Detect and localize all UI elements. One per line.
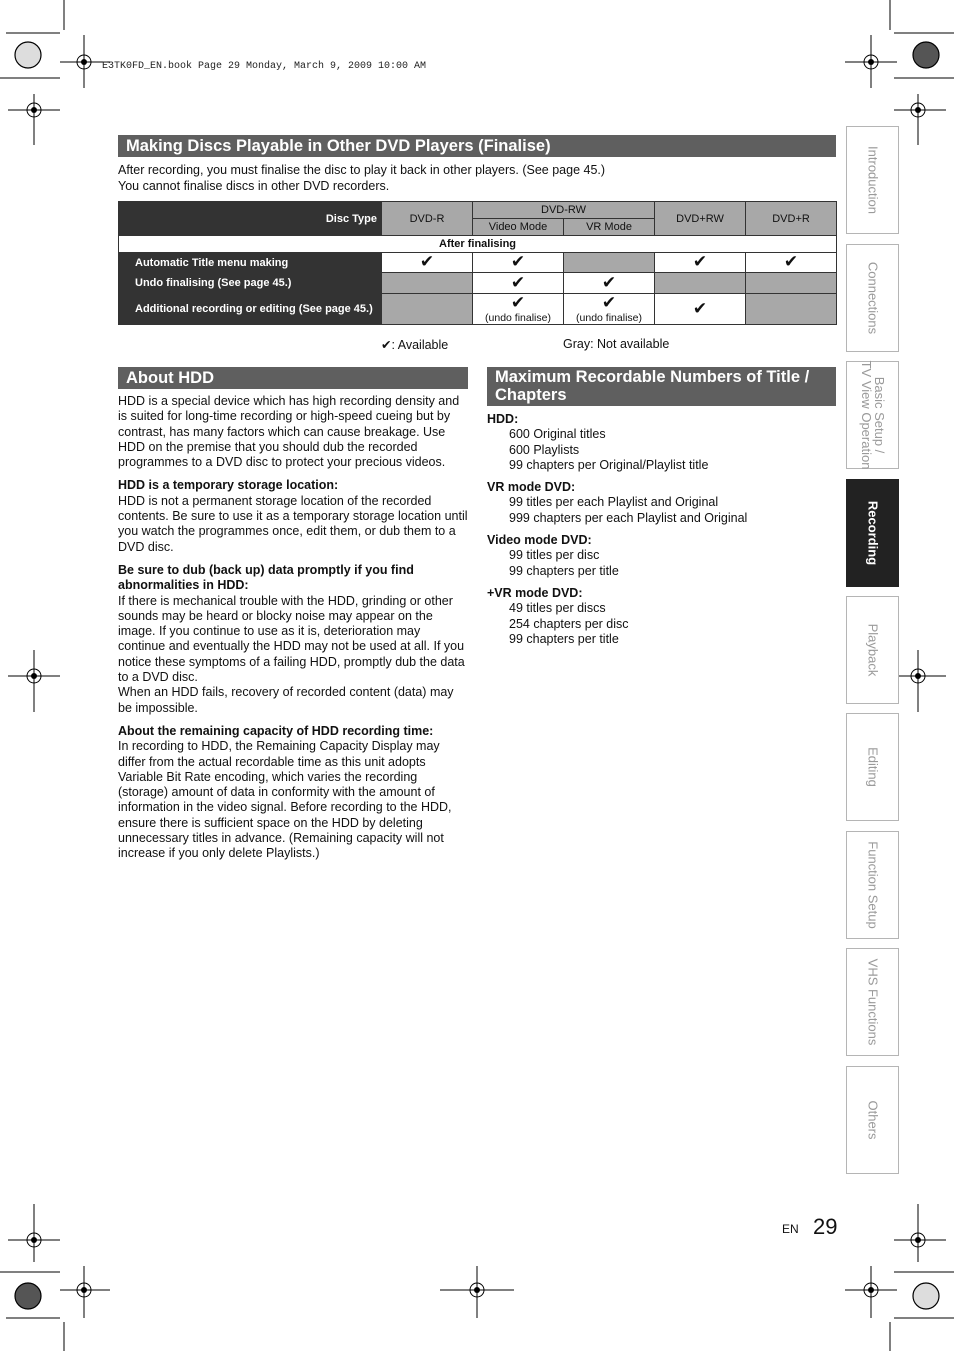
table-cell	[564, 273, 655, 294]
limit-item: 99 titles per each Playlist and Original	[509, 495, 719, 510]
tab-label: VHS Functions	[865, 958, 880, 1046]
row-additional-recording: Additional recording or editing (See page 45.)	[119, 294, 382, 325]
tab-playback[interactable]	[846, 596, 899, 704]
undo-note: (undo finalise)	[485, 311, 551, 324]
row-auto-title-menu: Automatic Title menu making	[119, 253, 382, 273]
max-numbers-heading: Maximum Recordable Numbers of Title / Chapters	[487, 367, 836, 406]
tab-label: Function Setup	[865, 841, 880, 929]
tab-recording[interactable]	[846, 479, 899, 587]
hdd-paragraph: HDD is a special device which has high recording density and is suited for long-time recording or high-speed cueing but by contrast, has many factors which can cause breakage. Use HDD on the premise that you should dub the recorded programmes to a DVD disc to protect your precious videos.	[118, 394, 460, 470]
table-cell-unavailable	[382, 294, 473, 325]
col-vr-mode: VR Mode	[564, 219, 655, 236]
hdd-limits	[487, 412, 836, 473]
tab-label: Editing	[865, 747, 880, 787]
page-number: 29	[813, 1214, 838, 1239]
undo-note: (undo finalise)	[576, 311, 642, 324]
tab-label	[860, 361, 886, 470]
col-dvd-rw: DVD-RW	[473, 202, 655, 219]
col-dvd-r: DVD-R	[382, 202, 473, 236]
check-icon: ✔	[692, 298, 708, 319]
check-icon: ✔	[510, 252, 526, 272]
tab-vhs-functions[interactable]	[846, 948, 899, 1056]
table-cell-unavailable	[655, 273, 746, 294]
page-language: EN	[782, 1222, 799, 1236]
legend-available: ✔: Available	[381, 338, 449, 352]
plus-vr-mode-limits	[487, 586, 836, 647]
table-cell	[473, 253, 564, 273]
table-cell	[564, 294, 655, 325]
tab-label: Others	[865, 1100, 880, 1140]
finalise-intro	[118, 163, 836, 194]
limit-label: +VR mode DVD:	[487, 585, 583, 600]
table-cell	[473, 273, 564, 294]
check-icon: ✔	[692, 252, 708, 272]
tab-label-line-1: Basic Setup /	[871, 376, 887, 454]
limit-item: 99 chapters per Original/Playlist title	[509, 457, 709, 472]
check-icon: ✔	[419, 252, 435, 272]
hdd-subheading: Be sure to dub (back up) data promptly if you find abnormalities in HDD:	[118, 562, 414, 593]
check-icon: ✔	[510, 272, 526, 293]
table-cell-unavailable	[746, 273, 837, 294]
tab-label: Introduction	[865, 146, 880, 214]
tab-label-line-2: TV View Operation	[858, 360, 874, 470]
table-cell	[655, 253, 746, 273]
table-cell-unavailable	[564, 253, 655, 273]
tab-label: Connections	[865, 261, 880, 335]
tab-others[interactable]	[846, 1066, 899, 1174]
table-cell	[746, 253, 837, 273]
table-cell	[655, 294, 746, 325]
table-cell	[382, 253, 473, 273]
hdd-subheading: About the remaining capacity of HDD recording time:	[118, 723, 434, 738]
tab-connections[interactable]	[846, 244, 899, 352]
row-undo-finalising: Undo finalising (See page 45.)	[119, 273, 382, 294]
hdd-paragraph: HDD is not a permanent storage location of the recorded contents. Be sure to use it as a temporary storage location until you watch the programmes once, edit them, or dub them to a DVD disc.	[118, 493, 468, 554]
check-icon: ✔	[601, 292, 617, 313]
disc-type-header: Disc Type	[119, 202, 382, 236]
limit-item: 99 chapters per title	[509, 563, 619, 578]
col-video-mode: Video Mode	[473, 219, 564, 236]
tab-label: Playback	[865, 623, 880, 677]
about-hdd-body	[118, 394, 468, 870]
limit-item: 99 titles per disc	[509, 548, 600, 563]
table-cell-unavailable	[382, 273, 473, 294]
check-icon: ✔	[783, 252, 799, 272]
table-cell-unavailable	[746, 294, 837, 325]
legend-gray: Gray: Not available	[563, 337, 670, 351]
video-mode-limits	[487, 533, 836, 579]
table-cell	[473, 294, 564, 325]
limit-item: 999 chapters per each Playlist and Original	[509, 510, 748, 525]
finalise-heading: Making Discs Playable in Other DVD Players (Finalise)	[118, 135, 836, 157]
check-icon: ✔	[601, 272, 617, 293]
hdd-paragraph: In recording to HDD, the Remaining Capacity Display may differ from the actual recordable time as this unit adopts Variable Bit Rate encoding, which varies the recording (storage) amount of data in conformity with the amount of information in the video signal. Before recording to the HDD, ensure there is sufficient space on the HDD by deleting unnecessary titles in advance. (Remaining capacity will not increase if you only delete Playlists.)	[118, 739, 452, 861]
limit-item: 254 chapters per disc	[509, 616, 629, 631]
limit-item: 600 Playlists	[509, 442, 580, 457]
limit-label: HDD:	[487, 412, 519, 426]
col-dvd-plus-r: DVD+R	[746, 202, 837, 236]
finalise-intro-line-1: After recording, you must finalise the disc to play it back in other players. (See page 45.)	[118, 163, 606, 177]
col-dvd-plus-rw: DVD+RW	[655, 202, 746, 236]
about-hdd-heading: About HDD	[118, 367, 468, 389]
hdd-subheading: HDD is a temporary storage location:	[118, 478, 339, 493]
hdd-paragraph: If there is mechanical trouble with the HDD, grinding or other sounds may be heard or blocky noise may appear on the image. If you continue to use as it is, deterioration may continue and eventually the HDD may not be used at all. If you notice these symptoms of a failing HDD, promptly dub the data to a DVD disc.	[118, 593, 465, 685]
tab-basic-setup[interactable]	[846, 361, 899, 469]
vr-mode-limits	[487, 480, 836, 526]
limit-label: VR mode DVD:	[487, 480, 576, 495]
printer-slug: E3TK0FD_EN.book Page 29 Monday, March 9, 2009 10:00 AM	[102, 61, 427, 72]
tab-introduction[interactable]	[846, 126, 899, 234]
after-finalising-label: After finalising	[119, 236, 837, 253]
finalise-table	[118, 201, 837, 325]
limit-label: Video mode DVD:	[487, 533, 592, 548]
tab-function-setup[interactable]	[846, 831, 899, 939]
finalise-intro-line-2: You cannot finalise discs in other DVD recorders.	[118, 178, 390, 193]
tab-editing[interactable]	[846, 713, 899, 821]
max-numbers-body	[487, 412, 836, 654]
limit-item: 600 Original titles	[509, 427, 606, 442]
hdd-paragraph: When an HDD fails, recovery of recorded content (data) may be impossible.	[118, 685, 454, 715]
tab-label: Recording	[865, 500, 880, 566]
limit-item: 99 chapters per title	[509, 631, 619, 646]
check-icon: ✔	[510, 292, 526, 313]
limit-item: 49 titles per discs	[509, 601, 606, 616]
